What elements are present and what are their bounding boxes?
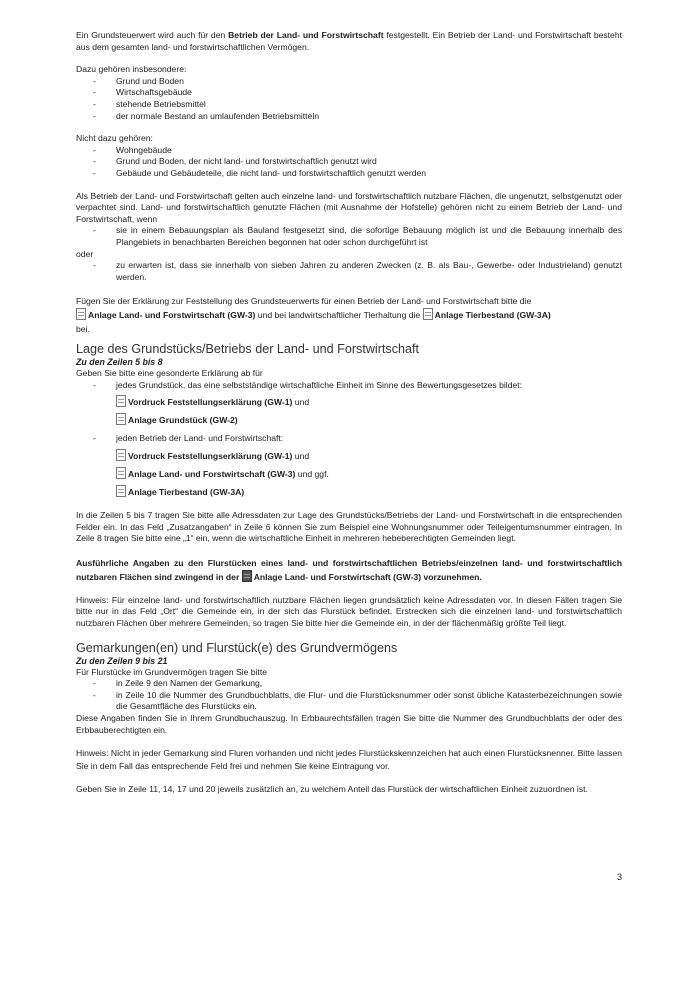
- link-gw3[interactable]: Anlage Land- und Forstwirtschaft (GW-3): [88, 310, 256, 321]
- list-item: - Wohngebäude: [76, 145, 622, 157]
- doc-link-row: [76, 467, 622, 481]
- list-item: - jeden Betrieb der Land- und Forstwirtschaft:: [76, 433, 622, 445]
- list-item: - Grund und Boden, der nicht land- und forstwirtschaftlich genutzt wird: [76, 156, 622, 168]
- list-item: - Gebäude und Gebäudeteile, die nicht land- und forstwirtschaftlich genutzt werden: [76, 168, 622, 180]
- included-list: [76, 76, 622, 122]
- connector-text: und: [292, 451, 310, 462]
- link-gw3-c[interactable]: Anlage Land- und Forstwirtschaft (GW-3): [253, 571, 422, 582]
- exception-list-2: [76, 260, 622, 283]
- document-icon: [116, 413, 126, 425]
- share-paragraph: Geben Sie in Zeile 11, 14, 17 und 20 jeweils zusätzlich an, zu welchem Anteil das Flurstück der wirtschaftlichen Einheit zuzuordnen ist.: [76, 784, 588, 795]
- document-icon: [116, 467, 126, 479]
- doc-link-row: [76, 395, 622, 409]
- intro-text: Ein Grundsteuerwert wird auch für den: [76, 30, 229, 40]
- mandatory-text-end: vorzunehmen.: [421, 571, 482, 582]
- section-subheading: Zu den Zeilen 9 bis 21: [76, 655, 168, 666]
- document-icon: [116, 449, 126, 461]
- document-icon: [242, 570, 252, 582]
- connector-text: und ggf.: [295, 469, 329, 480]
- line-instruction-list: [76, 678, 622, 713]
- section-intro: Für Flurstücke im Grundvermögen tragen Sie bitte: [76, 666, 268, 677]
- hint-paragraph: Hinweis: Für einzelne land- und forstwirtschaftlich nutzbare Flächen liegen grundsätzlich keine Adressdaten vor. In diesen Fällen tragen Sie bitte nur in das Feld „Ort“ die Gemeinde ein, in der sich das Flurstück befindet. Erstrecken sich die einzelnen land- und forstwirtschaftlich nutzbaren Flächen über mehrere Gemeinden, so tragen Sie bitte hier die Gemeinde ein, in der der flächenmäßig größte Teil liegt.: [76, 594, 622, 629]
- doc-link-row: [76, 485, 622, 499]
- intro-paragraph: [76, 30, 622, 53]
- link-gw3a[interactable]: Anlage Tierbestand (GW-3A): [434, 310, 551, 321]
- list-item: - in Zeile 10 die Nummer des Grundbuchblatts, die Flur- und die Flurstücksnummer oder sonst übliche Katasterbezeichnungen sowie die Gesamtfläche des Flurstücks ein.: [76, 690, 622, 713]
- list-item: - stehende Betriebsmittel: [76, 99, 622, 111]
- link-gw1[interactable]: Vordruck Feststellungserklärung (GW-1): [128, 397, 293, 408]
- section-intro: Geben Sie bitte eine gesonderte Erklärung ab für: [76, 368, 263, 379]
- link-gw3-b[interactable]: Anlage Land- und Forstwirtschaft (GW-3): [128, 469, 296, 480]
- connector-text: und: [292, 397, 310, 408]
- excluded-heading: Nicht dazu gehören:: [76, 133, 153, 144]
- mandatory-paragraph: [76, 556, 622, 584]
- list-item: - jedes Grundstück, das eine selbstständige wirtschaftliche Einheit im Sinne des Bewertungsgesetzes bildet:: [76, 380, 622, 392]
- attachment-paragraph: [76, 294, 622, 336]
- attachment-text-end: bei.: [76, 324, 90, 335]
- link-gw3a-b[interactable]: Anlage Tierbestand (GW-3A): [128, 487, 245, 498]
- page-number: 3: [616, 872, 622, 882]
- link-gw1-b[interactable]: Vordruck Feststellungserklärung (GW-1): [128, 451, 293, 462]
- doc-link-row: [76, 449, 622, 463]
- section-heading-gemarkung: Gemarkungen(en) und Flurstück(e) des Grundvermögens: [76, 640, 398, 655]
- document-icon: [423, 308, 433, 320]
- land-paragraph: Als Betrieb der Land- und Forstwirtschaft gelten auch einzelne land- und forstwirtschaftlich nutzbare Flächen, die ungenutzt, selbstgenutzt oder verpachtet sind. Land- und forstwirtschaftlich genutzte Flächen (mit Ausnahme der Hofstelle) gehören nicht zu einem Betrieb der Land- und Forstwirtschaft, wenn: [76, 190, 622, 224]
- hint-paragraph-2: Hinweis: Nicht in jeder Gemarkung sind Fluren vorhanden und nicht jedes Flurstückskennzeichen hat auch einen Flurstücksnenner. Bitte lassen Sie in dem Fall das entsprechende Feld frei und nehmen Sie keine Eintragung vor.: [76, 748, 622, 772]
- grundbuch-paragraph: Diese Angaben finden Sie in Ihrem Grundbuchauszug. In Erbbaurechtsfällen tragen Sie bitte die Nummer des Grundbuchblatts der oder des Erbbauberechtigten ein.: [76, 713, 622, 735]
- excluded-list: [76, 145, 622, 180]
- list-item: - der normale Bestand an umlaufenden Betriebsmitteln: [76, 111, 622, 123]
- document-icon: [76, 308, 86, 320]
- intro-bold-term: Betrieb der Land- und Forstwirtschaft: [228, 30, 384, 40]
- declaration-list: [76, 380, 622, 392]
- intro-text-end: festgestellt. Ein Betrieb der Land- und Forstwirtschaft besteht aus dem gesamten land- und forstwirtschaftlichen Vermögen.: [76, 30, 623, 52]
- list-item: - zu erwarten ist, dass sie innerhalb von sieben Jahren zu anderen Zwecken (z. B. als Bau-, Gewerbe- oder Industrieland) genutzt werden.: [76, 260, 622, 283]
- mandatory-text: Ausführliche Angaben zu den Flurstücken eines land- und forstwirtschaftlichen Betriebs/einzelnen land- und forstwirtschaftlich nutzbaren Flächen sind zwingend in der: [76, 557, 622, 582]
- address-paragraph: In die Zeilen 5 bis 7 tragen Sie bitte alle Adressdaten zur Lage des Grundstücks/Betriebs der Land- und Forstwirtschaft in die entsprechenden Felder ein. In das Feld „Zusatzangaben“ in Zeile 6 können Sie zum Beispiel eine Wohnungsnummer oder Teileigentumsnummer eintragen. In Zeile 8 tragen Sie bitte eine „1“ ein, wenn die wirtschaftliche Einheit in mehreren hebeberechtigten Gemeinden liegt.: [76, 510, 622, 544]
- list-item: - in Zeile 9 den Namen der Gemarkung,: [76, 678, 622, 690]
- document-icon: [116, 395, 126, 407]
- list-item: - Grund und Boden: [76, 76, 622, 88]
- declaration-list-2: [76, 433, 622, 445]
- attachment-text-mid: und bei landwirtschaftlicher Tierhaltung die: [255, 310, 423, 321]
- attachment-text: Fügen Sie der Erklärung zur Feststellung des Grundsteuerwerts für einen Betrieb der Land- und Forstwirtschaft bitte die: [76, 296, 532, 307]
- exception-list: [76, 225, 622, 248]
- list-item: - sie in einem Bebauungsplan als Bauland festgesetzt sind, die sofortige Bebauung möglich ist und die Bebauung innerhalb des Plangebiets in benachbarten Bereichen begonnen hat oder schon durchgeführt ist: [76, 225, 622, 248]
- document-page: [76, 30, 622, 796]
- section-heading-lage: Lage des Grundstücks/Betriebs der Land- und Forstwirtschaft: [76, 342, 420, 357]
- document-icon: [116, 485, 126, 497]
- list-item: - Wirtschaftsgebäude: [76, 87, 622, 99]
- oder-label: oder: [76, 248, 94, 259]
- link-gw2[interactable]: Anlage Grundstück (GW-2): [128, 415, 238, 426]
- doc-link-row: [76, 413, 622, 427]
- section-subheading: Zu den Zeilen 5 bis 8: [76, 357, 163, 368]
- included-heading: Dazu gehören insbesondere:: [76, 64, 187, 75]
